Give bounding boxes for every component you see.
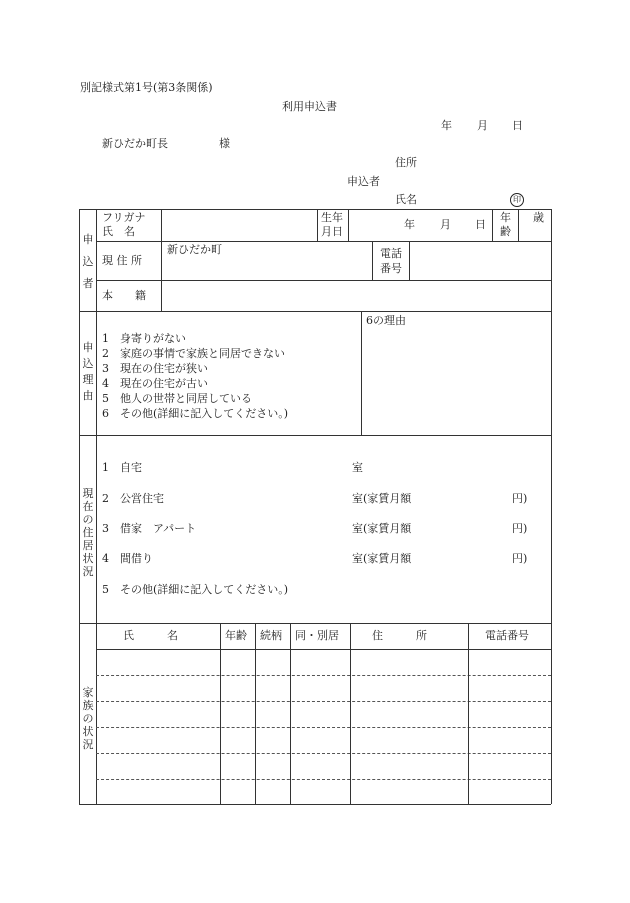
date-day-label: 日 bbox=[512, 119, 523, 132]
form-title: 利用申込書 bbox=[282, 100, 337, 113]
family-col-name: 氏 名 bbox=[123, 629, 178, 642]
seal-icon: 印 bbox=[510, 193, 524, 207]
housing-item-room: 室(家賃月額 bbox=[352, 552, 412, 565]
reason-item: 6 その他(詳細に記入してください。) bbox=[102, 407, 289, 420]
age-label-line1: 年 bbox=[500, 211, 511, 224]
reason-item: 2 家庭の事情で家族と同居できない bbox=[102, 347, 285, 360]
dob-label-line2: 月日 bbox=[321, 225, 343, 238]
date-year-label: 年 bbox=[441, 119, 452, 132]
furigana-label: フリガナ bbox=[102, 211, 146, 224]
recipient: 新ひだか町長 bbox=[102, 137, 168, 150]
family-col-address: 住 所 bbox=[372, 629, 427, 642]
reasons-section-text: 申込理由 bbox=[82, 341, 94, 402]
dob-day-label: 日 bbox=[475, 218, 486, 231]
housing-item-label: 1 自宅 bbox=[102, 461, 142, 474]
dob-month-label: 月 bbox=[440, 218, 451, 231]
family-col-age: 年齢 bbox=[225, 629, 247, 642]
housing-item-label: 4 間借り bbox=[102, 552, 153, 565]
housing-item-yen: 円) bbox=[512, 522, 528, 535]
phone-label-line1: 電話 bbox=[380, 247, 402, 260]
family-col-cohabitation: 同・別居 bbox=[295, 629, 339, 642]
dob-year-label: 年 bbox=[404, 218, 415, 231]
applicant-address-label: 住所 bbox=[395, 156, 417, 169]
current-address-label: 現 住 所 bbox=[102, 254, 142, 267]
housing-item-room: 室(家賃月額 bbox=[352, 522, 412, 535]
form-reference: 別記様式第1号(第3条関係) bbox=[80, 81, 213, 94]
domicile-label: 本 籍 bbox=[102, 289, 146, 302]
dob-label-line1: 生年 bbox=[321, 211, 343, 224]
name-label: 氏 名 bbox=[102, 225, 135, 238]
reason-item: 5 他人の世帯と同居している bbox=[102, 392, 252, 405]
applicant-name-label: 氏名 bbox=[395, 193, 417, 206]
family-section-text: 家族の状況 bbox=[82, 686, 94, 751]
date-month-label: 月 bbox=[477, 119, 488, 132]
recipient-honorific: 様 bbox=[219, 137, 230, 150]
age-unit: 歳 bbox=[533, 211, 544, 224]
housing-other-label: 5 その他(詳細に記入してください。) bbox=[102, 583, 289, 596]
housing-item-label: 2 公営住宅 bbox=[102, 492, 164, 505]
applicant-label: 申込者 bbox=[347, 175, 380, 188]
reason-item: 1 身寄りがない bbox=[102, 332, 186, 345]
other-reason-label: 6の理由 bbox=[366, 314, 406, 327]
phone-label-line2: 番号 bbox=[380, 262, 402, 275]
applicant-section-label bbox=[81, 229, 95, 295]
family-col-relation: 続柄 bbox=[260, 629, 282, 642]
housing-item-label: 3 借家 アパート bbox=[102, 522, 197, 535]
applicant-section-text: 申込者 bbox=[82, 233, 94, 290]
reason-item: 3 現在の住宅が狭い bbox=[102, 362, 208, 375]
housing-section-label bbox=[81, 487, 95, 579]
housing-item-room: 室 bbox=[352, 461, 363, 474]
reasons-list bbox=[102, 331, 288, 421]
age-label-line2: 齢 bbox=[500, 225, 511, 238]
housing-item-yen: 円) bbox=[512, 492, 528, 505]
current-address-value: 新ひだか町 bbox=[167, 243, 222, 256]
family-section-label bbox=[81, 686, 95, 752]
family-col-phone: 電話番号 bbox=[485, 629, 529, 642]
housing-section-text: 現在の住居状況 bbox=[82, 487, 94, 578]
housing-item-yen: 円) bbox=[512, 552, 528, 565]
reason-item: 4 現在の住宅が古い bbox=[102, 377, 208, 390]
reasons-section-label bbox=[81, 340, 95, 404]
housing-item-room: 室(家賃月額 bbox=[352, 492, 412, 505]
